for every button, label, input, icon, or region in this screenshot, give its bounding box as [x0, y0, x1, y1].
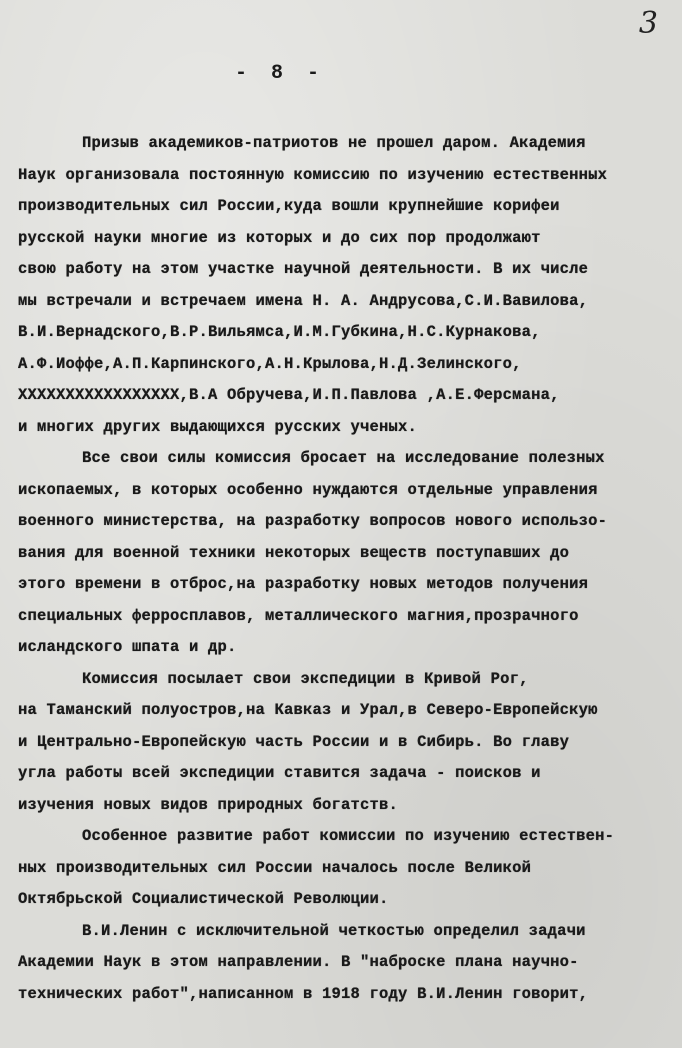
text-line: изучения новых видов природных богатств.: [18, 795, 399, 814]
text-line: этого времени в отброс,на разработку новых методов получения: [18, 575, 589, 593]
text-line: Наук организовала постоянную комиссию по изучению естественных: [18, 165, 608, 184]
text-line: и Центрально-Европейскую часть России и в Сибирь. Во главу: [18, 732, 570, 751]
text-line: Все свои силы комиссия бросает на исследование полезных: [82, 449, 605, 467]
page-header: - 8 -: [234, 62, 325, 85]
text-line: Призыв академиков-патриотов не прошел даром. Академия: [82, 134, 586, 152]
text-line: производительных сил России,куда вошли крупнейшие корифеи: [18, 197, 560, 215]
text-line: мы встречали и встречаем имена Н. А. Андрусова,С.И.Вавилова,: [18, 291, 589, 310]
document-body: [18, 128, 670, 1010]
text-line: В.И.Вернадского,В.Р.Вильямса,И.М.Губкина,Н.С.Курнакова,: [18, 323, 541, 341]
text-line: угла работы всей экспедиции ставится задача - поисков и: [18, 764, 541, 782]
text-line: Комиссия посылает свои экспедиции в Кривой Рог,: [82, 669, 529, 688]
text-line: Академии Наук в этом направлении. В "наброске плана научно-: [18, 953, 579, 971]
text-line: вания для военной техники некоторых веществ поступавших до: [18, 543, 570, 562]
text-line: ископаемых, в которых особенно нуждаются отдельные управления: [18, 480, 598, 499]
text-line: свою работу на этом участке научной деятельности. В их числе: [18, 260, 589, 278]
text-line: Особенное развитие работ комиссии по изучению естествен-: [82, 827, 615, 845]
text-line: исландского шпата и др.: [18, 638, 237, 656]
text-line: военного министерства, на разработку вопросов нового использо-: [18, 512, 608, 530]
page-number: 3: [638, 6, 658, 41]
text-line: Октябрьской Социалистической Революции.: [18, 890, 389, 908]
text-line: на Таманский полуостров,на Кавказ и Урал,в Северо-Европейскую: [18, 701, 598, 719]
text-line: ных производительных сил России началось после Великой: [18, 858, 532, 877]
text-line: А.Ф.Иоффе,А.П.Карпинского,А.Н.Крылова,Н.Д.Зелинского,: [18, 354, 522, 373]
text-line: технических работ",написанном в 1918 году В.И.Ленин говорит,: [18, 984, 589, 1003]
text-line: русской науки многие из которых и до сих пор продолжают: [18, 228, 541, 247]
text-line: специальных ферросплавов, металлического магния,прозрачного: [18, 606, 579, 625]
text-line: и многих других выдающихся русских ученых.: [18, 417, 418, 436]
text-line: В.И.Ленин с исключительной четкостью определил задачи: [82, 921, 586, 940]
text-line: ХХХХХХХХХХХХХХХХХ,В.А Обручева,И.П.Павлова ,А.Е.Ферсмана,: [18, 386, 560, 404]
